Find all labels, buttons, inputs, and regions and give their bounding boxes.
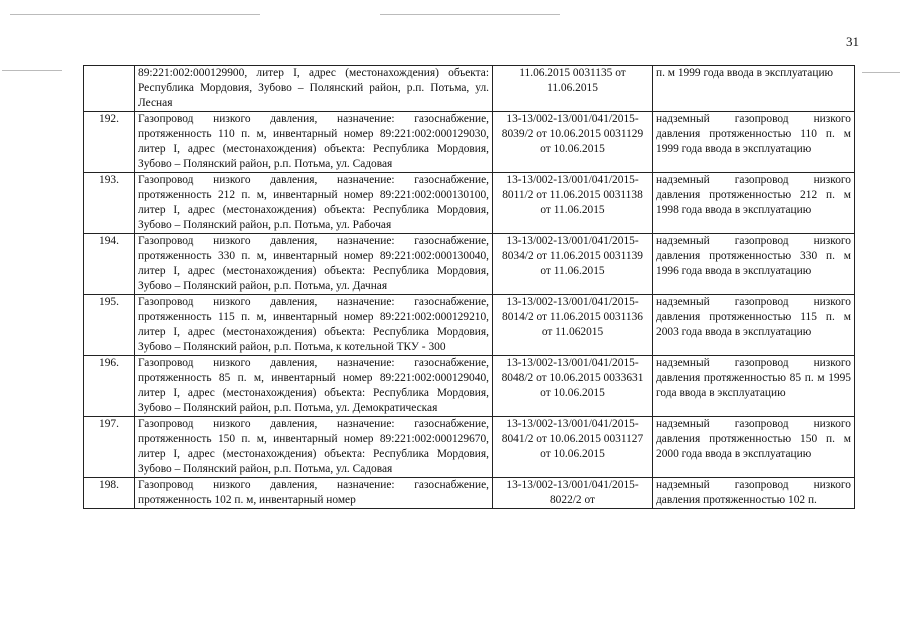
row-number: 198.	[84, 478, 135, 509]
table-row	[84, 478, 855, 509]
object-description: Газопровод низкого давления, назначение: газоснабжение, протяженность 85 п. м, инвентарный номер 89:221:002:000129040, литер I, адрес (местонахождения) объекта: Республика Мордовия, Зубово – Полянский район, р.п. Потьма, ул. Демократическая	[135, 356, 493, 417]
object-characteristics: надземный газопровод низкого давления протяженностью 110 п. м 1999 года ввода в эксплуатацию	[653, 112, 855, 173]
object-description: Газопровод низкого давления, назначение: газоснабжение, протяженность 110 п. м, инвентарный номер 89:221:002:000129030, литер I, адрес (местонахождения) объекта: Республика Мордовия, Зубово – Полянский район, р.п. Потьма, ул. Садовая	[135, 112, 493, 173]
object-characteristics: надземный газопровод низкого давления протяженностью 85 п. м 1995 года ввода в эксплуатацию	[653, 356, 855, 417]
scan-artifact-line	[2, 70, 62, 71]
object-characteristics: надземный газопровод низкого давления протяженностью 115 п. м 2003 года ввода в эксплуатацию	[653, 295, 855, 356]
table-row	[84, 66, 855, 112]
registration-record: 13-13/002-13/001/041/2015-8039/2 от 10.06.2015 0031129 от 10.06.2015	[493, 112, 653, 173]
object-characteristics: надземный газопровод низкого давления протяженностью 212 п. м 1998 года ввода в эксплуатацию	[653, 173, 855, 234]
table-row	[84, 173, 855, 234]
object-description: Газопровод низкого давления, назначение: газоснабжение, протяженность 150 п. м, инвентарный номер 89:221:002:000129670, литер I, адрес (местонахождения) объекта: Республика Мордовия, Зубово – Полянский район, р.п. Потьма, ул. Садовая	[135, 417, 493, 478]
object-characteristics: надземный газопровод низкого давления протяженностью 150 п. м 2000 года ввода в эксплуатацию	[653, 417, 855, 478]
table-row	[84, 234, 855, 295]
registration-record: 13-13/002-13/001/041/2015-8011/2 от 11.06.2015 0031138 от 11.06.2015	[493, 173, 653, 234]
registration-record: 13-13/002-13/001/041/2015-8041/2 от 10.06.2015 0031127 от 10.06.2015	[493, 417, 653, 478]
row-number: 194.	[84, 234, 135, 295]
table-row	[84, 295, 855, 356]
registration-record: 11.06.2015 0031135 от 11.06.2015	[493, 66, 653, 112]
row-number	[84, 66, 135, 112]
object-characteristics: надземный газопровод низкого давления протяженностью 102 п.	[653, 478, 855, 509]
object-description: Газопровод низкого давления, назначение: газоснабжение, протяженность 102 п. м, инвентарный номер	[135, 478, 493, 509]
scan-artifact-line	[862, 72, 900, 73]
property-registry-table	[83, 65, 855, 509]
object-description: Газопровод низкого давления, назначение: газоснабжение, протяженность 115 п. м, инвентарный номер 89:221:002:000129210, литер I, адрес (местонахождения) объекта: Республика Мордовия, Зубово – Полянский район, р.п. Потьма, к котельной ТКУ - 300	[135, 295, 493, 356]
row-number: 195.	[84, 295, 135, 356]
registration-record: 13-13/002-13/001/041/2015-8034/2 от 11.06.2015 0031139 от 11.06.2015	[493, 234, 653, 295]
table-row	[84, 417, 855, 478]
table-row	[84, 112, 855, 173]
row-number: 196.	[84, 356, 135, 417]
row-number: 197.	[84, 417, 135, 478]
scan-artifact-line	[10, 14, 260, 15]
page-number: 31	[846, 34, 859, 49]
row-number: 192.	[84, 112, 135, 173]
row-number: 193.	[84, 173, 135, 234]
registration-record: 13-13/002-13/001/041/2015-8014/2 от 11.06.2015 0031136 от 11.062015	[493, 295, 653, 356]
object-description: Газопровод низкого давления, назначение: газоснабжение, протяженность 330 п. м, инвентарный номер 89:221:002:000130040, литер I, адрес (местонахождения) объекта: Республика Мордовия, Зубово – Полянский район, р.п. Потьма, ул. Дачная	[135, 234, 493, 295]
registration-record: 13-13/002-13/001/041/2015-8022/2 от	[493, 478, 653, 509]
registration-record: 13-13/002-13/001/041/2015-8048/2 от 10.06.2015 0033631 от 10.06.2015	[493, 356, 653, 417]
object-description: 89:221:002:000129900, литер I, адрес (местонахождения) объекта: Республика Мордовия, Зубово – Полянский район, р.п. Потьма, ул. Лесная	[135, 66, 493, 112]
table-row	[84, 356, 855, 417]
scan-artifact-line	[380, 14, 560, 15]
object-description: Газопровод низкого давления, назначение: газоснабжение, протяженность 212 п. м, инвентарный номер 89:221:002:000130100, литер I, адрес (местонахождения) объекта: Республика Мордовия, Зубово – Полянский район, р.п. Потьма, ул. Рабочая	[135, 173, 493, 234]
object-characteristics: п. м 1999 года ввода в эксплуатацию	[653, 66, 855, 112]
object-characteristics: надземный газопровод низкого давления протяженностью 330 п. м 1996 года ввода в эксплуатацию	[653, 234, 855, 295]
